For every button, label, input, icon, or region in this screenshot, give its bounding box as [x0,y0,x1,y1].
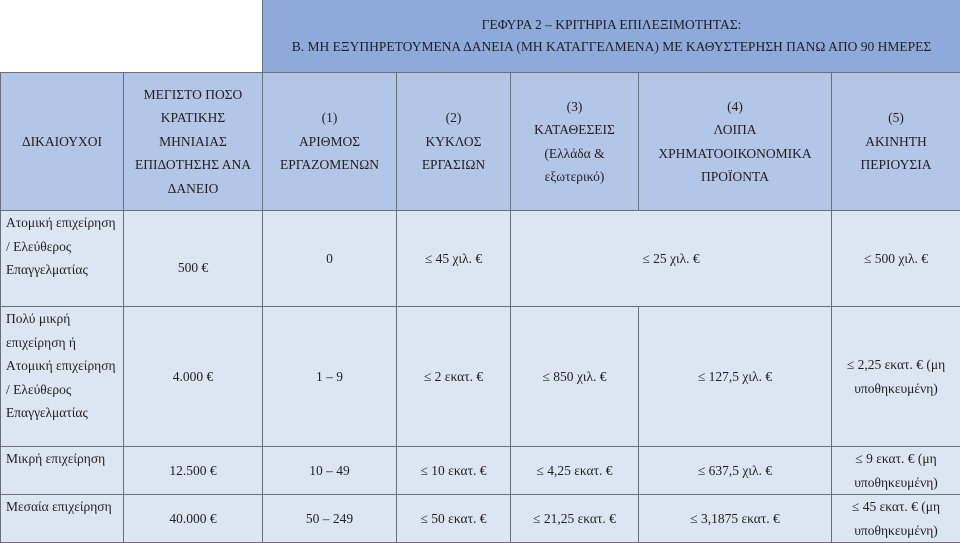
header-employees-label: ΑΡΙΘΜΟΣ ΕΡΓΑΖΟΜΕΝΩΝ [280,134,379,173]
title-line-1: ΓΕΦΥΡΑ 2 – ΚΡΙΤΗΡΙΑ ΕΠΙΛΕΞΙΜΟΤΗΤΑΣ: [266,14,957,36]
header-other-financial-number: (4) [642,95,828,119]
row-deposits-and-other: ≤ 25 χιλ. € [511,211,832,307]
header-beneficiaries: ΔΙΚΑΙΟΥΧΟΙ [1,73,124,211]
table-title [263,0,960,73]
row-beneficiary-name: Μεσαία επιχείρηση [1,495,124,543]
row-beneficiary-name: Ατομική επιχείρηση / Ελεύθερος Επαγγελματίας [1,211,124,307]
row-subsidy: 500 € [124,211,263,307]
row-property: ≤ 9 εκατ. € (μη υποθηκευμένη) [832,447,960,495]
row-turnover: ≤ 2 εκατ. € [397,307,511,447]
header-turnover-number: (2) [400,106,507,130]
header-employees [263,73,397,211]
row-property: ≤ 2,25 εκατ. € (μη υποθηκευμένη) [832,307,960,447]
row-turnover: ≤ 10 εκατ. € [397,447,511,495]
table-row [1,211,960,307]
title-row [1,0,960,73]
table-row [1,495,960,543]
row-beneficiary-name: Μικρή επιχείρηση [1,447,124,495]
table-row [1,447,960,495]
row-employees: 50 – 249 [263,495,397,543]
row-other-financial: ≤ 637,5 χιλ. € [639,447,832,495]
row-other-financial: ≤ 127,5 χιλ. € [639,307,832,447]
header-property-number: (5) [835,106,957,130]
header-turnover [397,73,511,211]
header-other-financial-label: ΛΟΙΠΑ ΧΡΗΜΑΤΟΟΙΚΟΝΟΜΙΚΑ ΠΡΟΪΟΝΤΑ [658,122,811,184]
row-subsidy: 12.500 € [124,447,263,495]
row-deposits: ≤ 4,25 εκατ. € [511,447,639,495]
header-property [832,73,960,211]
header-other-financial [639,73,832,211]
header-deposits-number: (3) [514,95,635,119]
row-employees: 10 – 49 [263,447,397,495]
row-beneficiary-name: Πολύ μικρή επιχείρηση ή Ατομική επιχείρηση / Ελεύθερος Επαγγελματίας [1,307,124,447]
row-property: ≤ 45 εκατ. € (μη υποθηκευμένη) [832,495,960,543]
row-turnover: ≤ 50 εκατ. € [397,495,511,543]
header-deposits-label: ΚΑΤΑΘΕΣΕΙΣ [514,118,635,142]
empty-corner-cell [1,0,263,73]
header-deposits-sublabel: (Ελλάδα & εξωτερικό) [544,146,604,185]
row-employees: 0 [263,211,397,307]
row-deposits: ≤ 21,25 εκατ. € [511,495,639,543]
row-turnover: ≤ 45 χιλ. € [397,211,511,307]
header-max-subsidy: ΜΕΓΙΣΤΟ ΠΟΣΟ ΚΡΑΤΙΚΗΣ ΜΗΝΙΑΙΑΣ ΕΠΙΔΟΤΗΣΗΣ ΑΝΑ ΔΑΝΕΙΟ [124,73,263,211]
row-other-financial: ≤ 3,1875 εκατ. € [639,495,832,543]
row-property: ≤ 500 χιλ. € [832,211,960,307]
header-deposits [511,73,639,211]
table-row [1,307,960,447]
row-subsidy: 4.000 € [124,307,263,447]
header-row [1,73,960,211]
row-deposits: ≤ 850 χιλ. € [511,307,639,447]
header-turnover-label: ΚΥΚΛΟΣ ΕΡΓΑΣΙΩΝ [422,134,485,173]
row-subsidy: 40.000 € [124,495,263,543]
title-line-2: Β. ΜΗ ΕΞΥΠΗΡΕΤΟΥΜΕΝΑ ΔΑΝΕΙΑ (ΜΗ ΚΑΤΑΓΓΕΛΜΕΝΑ) ΜΕ ΚΑΘΥΣΤΕΡΗΣΗ ΠΑΝΩ ΑΠΟ 90 ΗΜΕΡΕΣ [266,36,957,58]
row-employees: 1 – 9 [263,307,397,447]
header-property-label: ΑΚΙΝΗΤΗ ΠΕΡΙΟΥΣΙΑ [861,134,932,173]
header-employees-number: (1) [266,106,393,130]
